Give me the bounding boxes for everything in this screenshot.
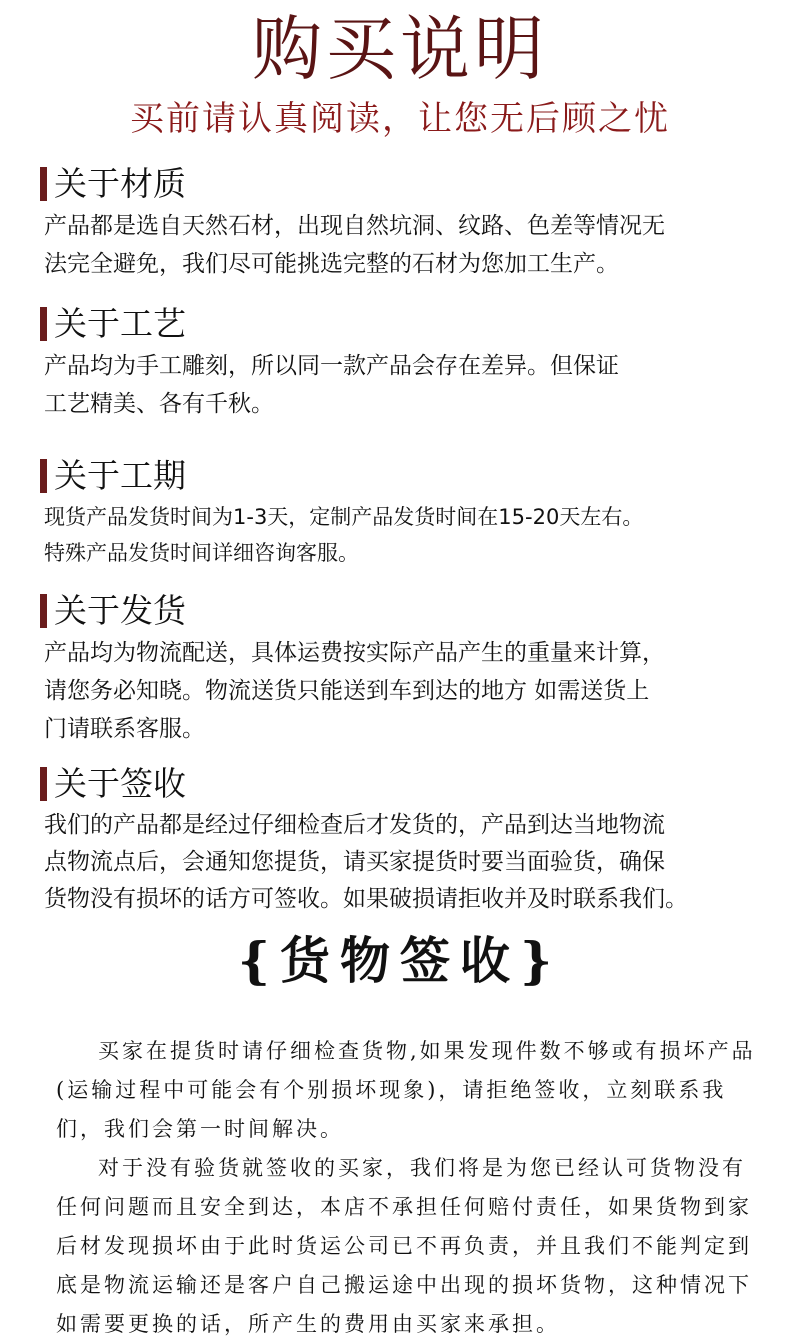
section-title: 关于工艺	[54, 304, 186, 343]
section-line: 工艺精美、各有千秋。	[44, 391, 274, 417]
section-line: 门请联系客服。	[44, 716, 205, 742]
section-header	[40, 590, 770, 634]
signing-paragraph: 买家在提货时请仔细检查货物,如果发现件数不够或有损坏产品(运输过程中可能会有个别损坏现象)，请拒绝签收，立刻联系我们，我们会第一时间解决。	[56, 1039, 756, 1141]
section-marker-bar	[40, 459, 47, 493]
signing-paragraph: 对于没有验货就签收的买家，我们将是为您已经认可货物没有任何问题而且安全到达，本店不承担任何赔付责任，如果货物到家后材发现损坏由于此时货运公司已不再负责，并且我们不能判定到底是物流运输还是客户自己搬运途中出现的损坏货物，这种情况下如需要更换的话，所产生的费用由买家来承担。	[56, 1156, 752, 1336]
section-body	[40, 499, 770, 571]
section-title: 关于工期	[54, 456, 186, 495]
section-header	[40, 303, 770, 347]
section-title: 关于材质	[54, 164, 186, 203]
section-craft	[40, 303, 770, 423]
section-line: 特殊产品发货时间详细咨询客服。	[44, 541, 359, 565]
page-title: 购买说明	[252, 8, 548, 90]
section-body	[40, 807, 770, 918]
section-marker-bar	[40, 307, 47, 341]
section-header	[40, 763, 770, 807]
section-body	[40, 634, 770, 748]
signing-heading: {货物签收}	[237, 931, 563, 990]
section-title: 关于签收	[54, 764, 186, 803]
section-line: 法完全避免，我们尽可能挑选完整的石材为您加工生产。	[44, 251, 619, 277]
section-line: 请您务必知晓。物流送货只能送到车到达的地方 如需送货上	[44, 678, 650, 704]
signing-notes	[56, 1032, 758, 1344]
section-line: 货物没有损坏的话方可签收。如果破损请拒收并及时联系我们。	[44, 886, 688, 912]
section-line: 现货产品发货时间为1-3天，定制产品发货时间在15-20天左右。	[44, 505, 644, 529]
section-shipping	[40, 590, 770, 748]
section-line: 点物流点后，会通知您提货，请买家提货时要当面验货，确保	[44, 849, 665, 875]
section-header	[40, 455, 770, 499]
section-material	[40, 163, 770, 283]
section-line: 产品均为手工雕刻，所以同一款产品会存在差异。但保证	[44, 353, 619, 379]
section-marker-bar	[40, 594, 47, 628]
section-signing	[40, 763, 770, 918]
section-line: 产品均为物流配送，具体运费按实际产品产生的重量来计算，	[44, 640, 665, 666]
section-header	[40, 163, 770, 207]
section-line: 产品都是选自天然石材，出现自然坑洞、纹路、色差等情况无	[44, 213, 665, 239]
section-body	[40, 207, 770, 283]
section-body	[40, 347, 770, 423]
section-marker-bar	[40, 167, 47, 201]
section-marker-bar	[40, 767, 47, 801]
section-schedule	[40, 455, 770, 571]
page-subtitle: 买前请认真阅读，让您无后顾之忧	[130, 99, 670, 139]
section-title: 关于发货	[54, 591, 186, 630]
section-line: 我们的产品都是经过仔细检查后才发货的，产品到达当地物流	[44, 812, 665, 838]
